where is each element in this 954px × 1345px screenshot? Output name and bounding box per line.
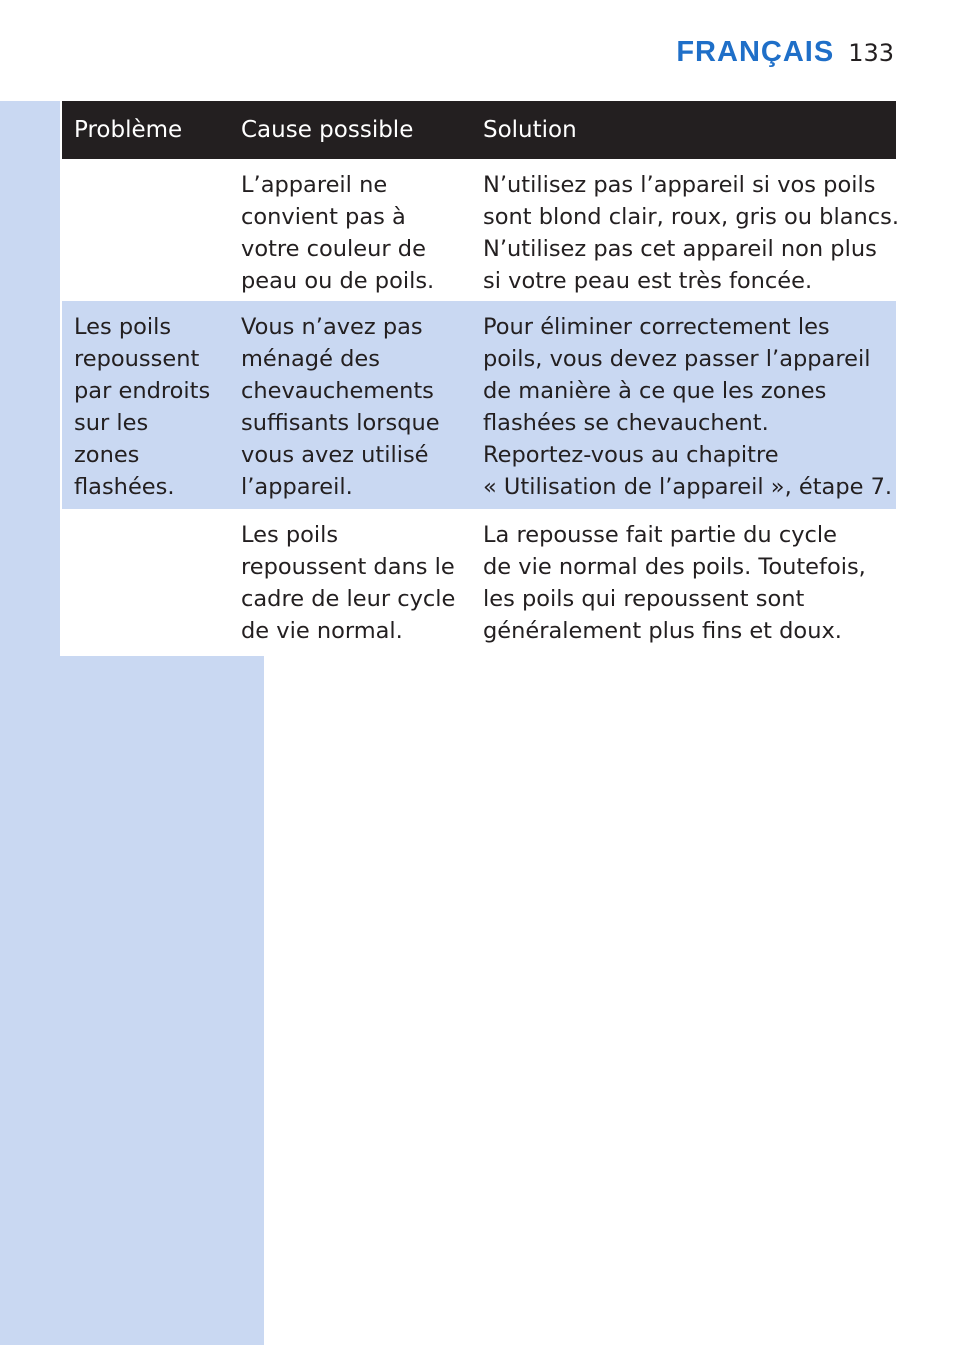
cause-line: cadre de leur cycle [241,586,456,612]
cause-line: votre couleur de [241,236,426,262]
cause-line: repoussent dans le [241,554,455,580]
cause-line: chevauchements [241,378,434,404]
page-header [676,36,894,69]
cause-line: L’appareil ne [241,172,388,198]
solution-cell [471,509,896,656]
solution-line: sont blond clair, roux, gris ou blancs. [483,204,899,230]
solution-line: N’utilisez pas cet appareil non plus [483,236,877,262]
table-header-row [62,101,896,159]
cause-line: de vie normal. [241,618,403,644]
troubleshooting-table [62,101,899,656]
table-row [62,509,896,656]
cause-line: Vous n’avez pas [241,314,423,340]
solution-cell [471,159,899,305]
column-header-problem: Problème [74,117,183,143]
page-number: 133 [848,39,894,67]
problem-line: Les poils [74,314,172,340]
solution-line: Pour éliminer correctement les [483,314,830,340]
solution-line: si votre peau est très foncée. [483,268,813,294]
cause-line: peau ou de poils. [241,268,435,294]
solution-line: « Utilisation de l’appareil », étape 7. [483,474,893,500]
table-row [62,159,899,301]
cause-line: ménagé des [241,346,380,372]
problem-line: repoussent [74,346,200,372]
cause-line: suffisants lorsque [241,410,440,436]
column-header-solution: Solution [483,117,577,143]
solution-cell [471,301,896,511]
problem-line: par endroits [74,378,211,404]
solution-line: poils, vous devez passer l’appareil [483,346,871,372]
language-heading: FRANÇAIS [676,36,835,68]
problem-line: zones [74,442,140,468]
solution-line: les poils qui repoussent sont [483,586,805,612]
cause-line: convient pas à [241,204,406,230]
cause-cell [229,159,471,305]
column-header-cause: Cause possible [241,117,414,143]
cause-cell [229,301,471,511]
problem-cell [62,509,229,656]
cause-cell [229,509,471,656]
problem-line: flashées. [74,474,175,500]
problem-cell [62,301,229,511]
solution-line: N’utilisez pas l’appareil si vos poils [483,172,876,198]
solution-line: Reportez-vous au chapitre [483,442,779,468]
problem-line: sur les [74,410,149,436]
solution-line: généralement plus fins et doux. [483,618,842,644]
solution-line: flashées se chevauchent. [483,410,769,436]
cause-line: l’appareil. [241,474,353,500]
problem-cell [62,159,229,305]
table-row [62,301,896,509]
cause-line: vous avez utilisé [241,442,429,468]
solution-line: de manière à ce que les zones [483,378,827,404]
solution-line: La repousse fait partie du cycle [483,522,837,548]
solution-line: de vie normal des poils. Toutefois, [483,554,866,580]
cause-line: Les poils [241,522,339,548]
